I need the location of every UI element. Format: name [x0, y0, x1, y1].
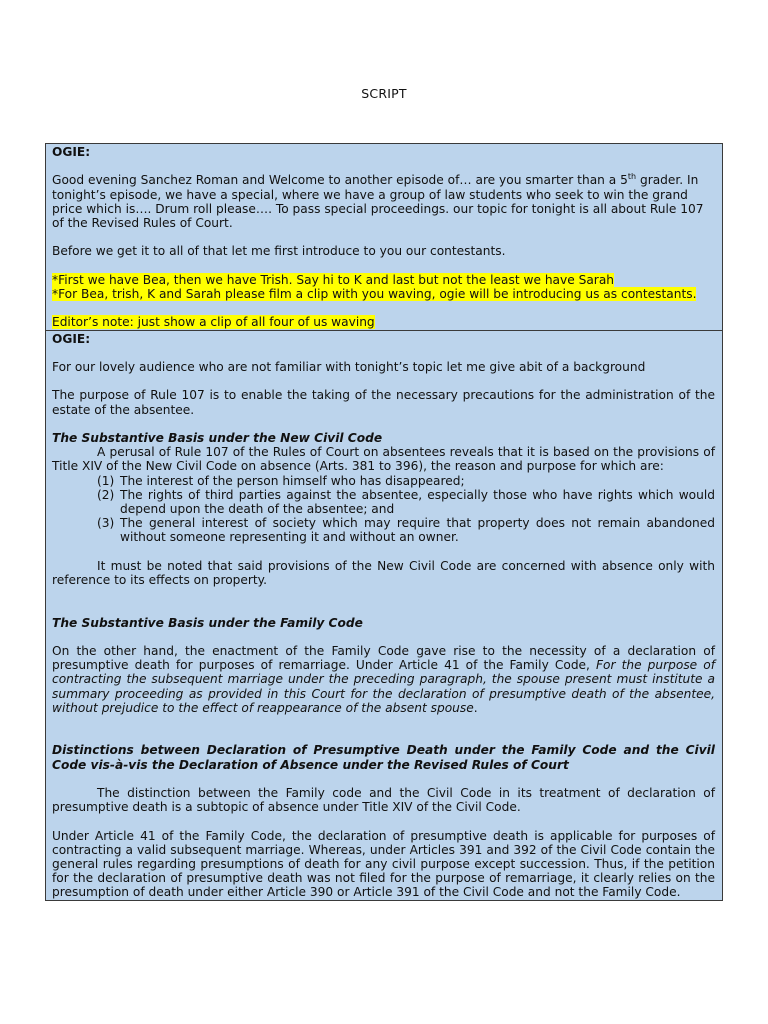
script-row-1	[46, 144, 722, 330]
family-code-paragraph	[52, 644, 715, 715]
greeting-text-cont: grader. In tonight’s episode, we have a special, where we have a group of law students who seek to win the grand price which is…. Drum roll please…. To pass special proceedings. our topic for tonight is all about Rule 107 of the Revised Rules of Court.	[52, 173, 704, 230]
greeting-text: Good evening Sanchez Roman and Welcome to another episode of… are you smarter than a 5	[52, 173, 628, 188]
contestants-paragraph	[52, 273, 715, 301]
highlight-film-instruction: *For Bea, trish, K and Sarah please film a clip with you waving, ogie will be introducing us as contestants.	[52, 286, 697, 301]
greeting-paragraph	[52, 173, 715, 230]
document-title: SCRIPT	[361, 86, 407, 101]
heading-family-code: The Substantive Basis under the Family Code	[52, 615, 363, 630]
family-code-end: .	[473, 700, 478, 715]
distinction-paragraph: The distinction between the Family code and the Civil Code in its treatment of declaration of presumptive death is a subtopic of absence under Title XIV of the Civil Code.	[52, 785, 715, 815]
editors-note: Editor’s note: just show a clip of all four of us waving	[52, 315, 375, 330]
heading-distinctions: Distinctions between Declaration of Presumptive Death under the Family Code and the Civil Code vis-à-vis the Declaration of Absence under the Revised Rules of Court	[52, 743, 715, 772]
speaker-label: OGIE:	[52, 145, 91, 159]
noted-paragraph: It must be noted that said provisions of the New Civil Code are concerned with absence only with reference to its effects on property.	[52, 558, 715, 587]
heading-civil-code: The Substantive Basis under the New Civil Code	[52, 430, 383, 445]
list-number: (1)	[97, 473, 115, 488]
list-item	[52, 488, 715, 516]
family-code-quote: For the purpose of contracting the subsequent marriage under the preceding paragraph, the spouse present must institute a summary proceeding as provided in this Court for the declaration of presumptive death of the absentee, without prejudice to the effect of reappearance of the absent spouse	[52, 658, 715, 715]
ordinal-suffix: th	[627, 172, 637, 182]
list-text: The interest of the person himself who has disappeared;	[120, 473, 465, 488]
intro-paragraph: Before we get it to all of that let me first introduce to you our contestants.	[52, 244, 506, 259]
list-text: The general interest of society which may require that property does not remain abandoned without someone representing it and without an owner.	[120, 516, 715, 545]
family-code-text: On the other hand, the enactment of the Family Code gave rise to the necessity of a declaration of presumptive death for purposes of remarriage. Under Article 41 of the Family Code,	[52, 643, 715, 673]
list-item	[52, 474, 715, 488]
highlight-contestants: *First we have Bea, then we have Trish. Say hi to K and last but not the least we have Sarah	[52, 272, 615, 287]
list-text: The rights of third parties against the absentee, especially those who have rights which would depend upon the death of the absentee; and	[120, 487, 715, 516]
purpose-list	[52, 474, 715, 545]
perusal-paragraph: A perusal of Rule 107 of the Rules of Court on absentees reveals that it is based on the provisions of Title XIV of the New Civil Code on absence (Arts. 381 to 396), the reason and purpose for which are:	[52, 445, 715, 474]
article41-paragraph: Under Article 41 of the Family Code, the declaration of presumptive death is applicable for purposes of contracting a valid subsequent marriage. Whereas, under Articles 391 and 392 of the Civil Code contain the general rules regarding presumptions of death for any civil purpose except succession. Thus, if the petition for the declaration of presumptive death was not filed for the purpose of remarriage, it clearly relies on the presumption of death under either Article 390 or Article 391 of the Civil Code and not the Family Code.	[52, 828, 715, 900]
list-item	[52, 516, 715, 544]
purpose-paragraph: The purpose of Rule 107 is to enable the taking of the necessary precautions for the administration of the estate of the absentee.	[52, 388, 715, 417]
script-table	[45, 143, 723, 901]
list-number: (3)	[97, 516, 115, 531]
script-row-2	[46, 330, 722, 900]
background-paragraph: For our lovely audience who are not familiar with tonight’s topic let me give abit of a background	[52, 359, 646, 374]
speaker-label: OGIE:	[52, 331, 91, 346]
list-number: (2)	[97, 487, 115, 502]
